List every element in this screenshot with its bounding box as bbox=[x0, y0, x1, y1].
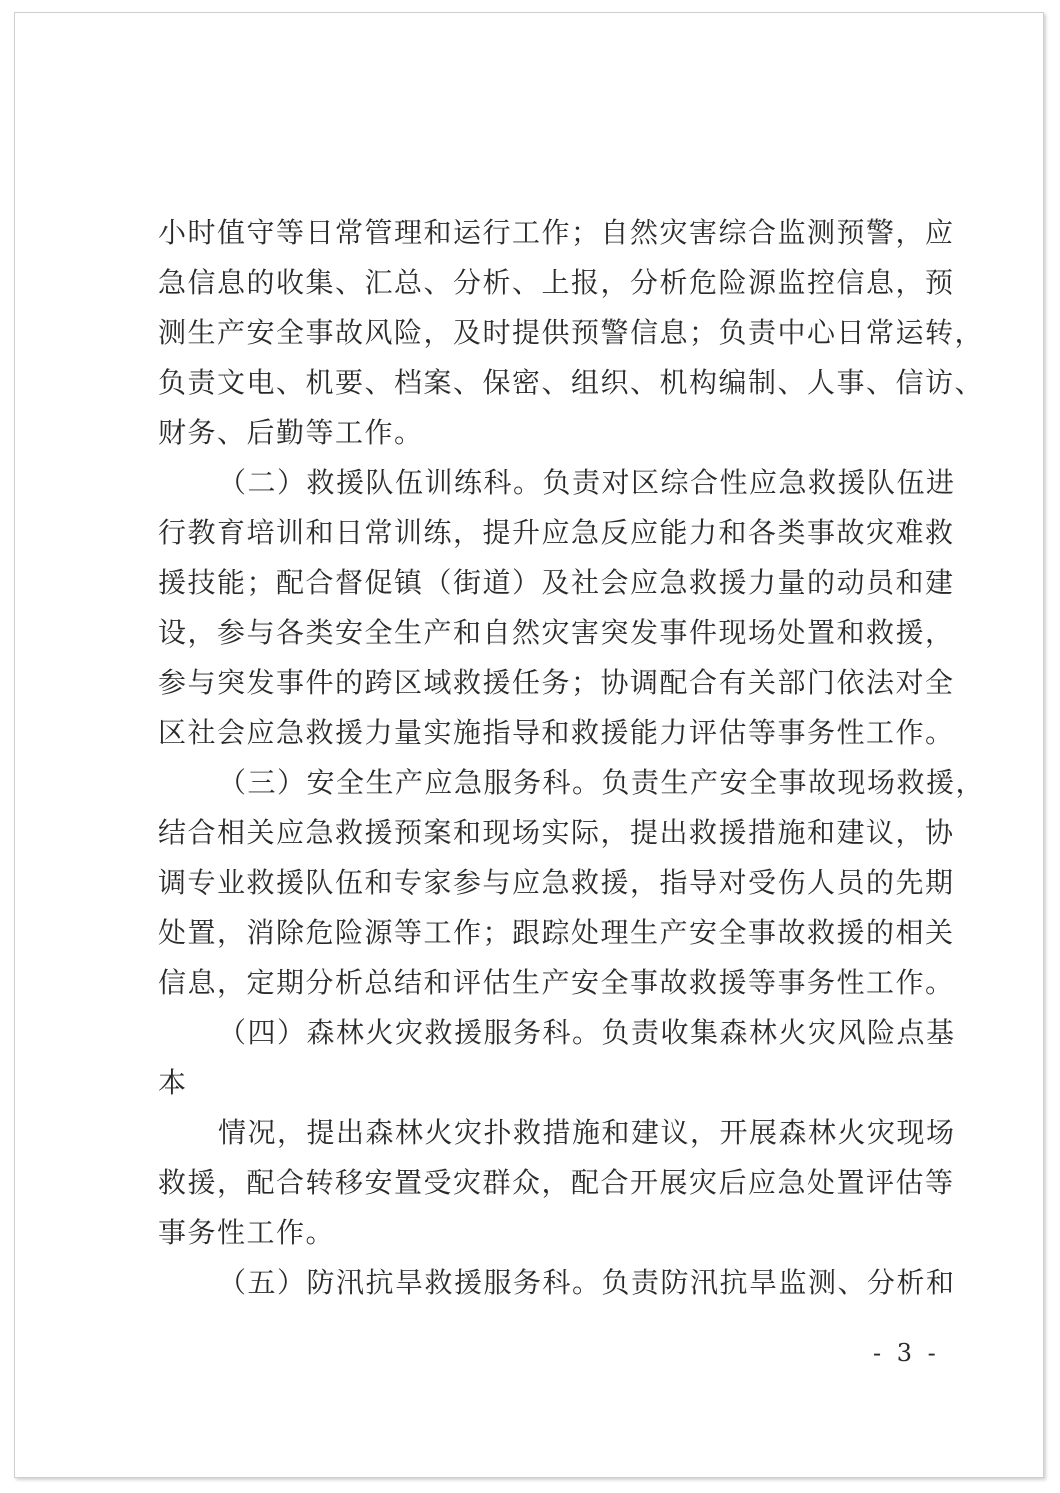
section-heading-line: （二）救援队伍训练科。负责对区综合性应急救援队伍进 bbox=[218, 466, 956, 499]
paragraph-line: 区社会应急救援力量实施指导和救援能力评估等事务性工作。 bbox=[158, 716, 955, 749]
paragraph-line: 测生产安全事故风险，及时提供预警信息；负责中心日常运转， bbox=[158, 316, 985, 349]
paragraph-line: 小时值守等日常管理和运行工作；自然灾害综合监测预警，应 bbox=[158, 216, 955, 249]
section-heading-line: （四）森林火灾救援服务科。负责收集森林火灾风险点基 bbox=[218, 1016, 956, 1049]
paragraph-line: 行教育培训和日常训练，提升应急反应能力和各类事故灾难救 bbox=[158, 516, 955, 549]
paragraph-line: 处置，消除危险源等工作；跟踪处理生产安全事故救援的相关 bbox=[158, 916, 955, 949]
paragraph-line: 本 bbox=[158, 1066, 188, 1099]
document-page bbox=[14, 12, 1044, 1478]
paragraph-line: 参与突发事件的跨区域救援任务；协调配合有关部门依法对全 bbox=[158, 666, 955, 699]
paragraph-line: 援技能；配合督促镇（街道）及社会应急救援力量的动员和建 bbox=[158, 566, 955, 599]
section-heading-line: （三）安全生产应急服务科。负责生产安全事故现场救援， bbox=[218, 766, 986, 799]
page-number: - 3 - bbox=[873, 1339, 940, 1367]
paragraph-line: 结合相关应急救援预案和现场实际，提出救援措施和建议，协 bbox=[158, 816, 955, 849]
paragraph-line: 设，参与各类安全生产和自然灾害突发事件现场处置和救援， bbox=[158, 616, 955, 649]
section-heading-line: （五）防汛抗旱救援服务科。负责防汛抗旱监测、分析和 bbox=[218, 1266, 956, 1299]
paragraph-line: 调专业救援队伍和专家参与应急救援，指导对受伤人员的先期 bbox=[158, 866, 955, 899]
paragraph-line: 财务、后勤等工作。 bbox=[158, 416, 424, 449]
paragraph-line: 急信息的收集、汇总、分析、上报，分析危险源监控信息，预 bbox=[158, 266, 955, 299]
paragraph-line: 事务性工作。 bbox=[158, 1216, 336, 1249]
paragraph-line: 负责文电、机要、档案、保密、组织、机构编制、人事、信访、 bbox=[158, 366, 985, 399]
paragraph-line: 救援，配合转移安置受灾群众，配合开展灾后应急处置评估等 bbox=[158, 1166, 955, 1199]
paragraph-line: 情况，提出森林火灾扑救措施和建议，开展森林火灾现场 bbox=[218, 1116, 956, 1149]
paragraph-line: 信息，定期分析总结和评估生产安全事故救援等事务性工作。 bbox=[158, 966, 955, 999]
